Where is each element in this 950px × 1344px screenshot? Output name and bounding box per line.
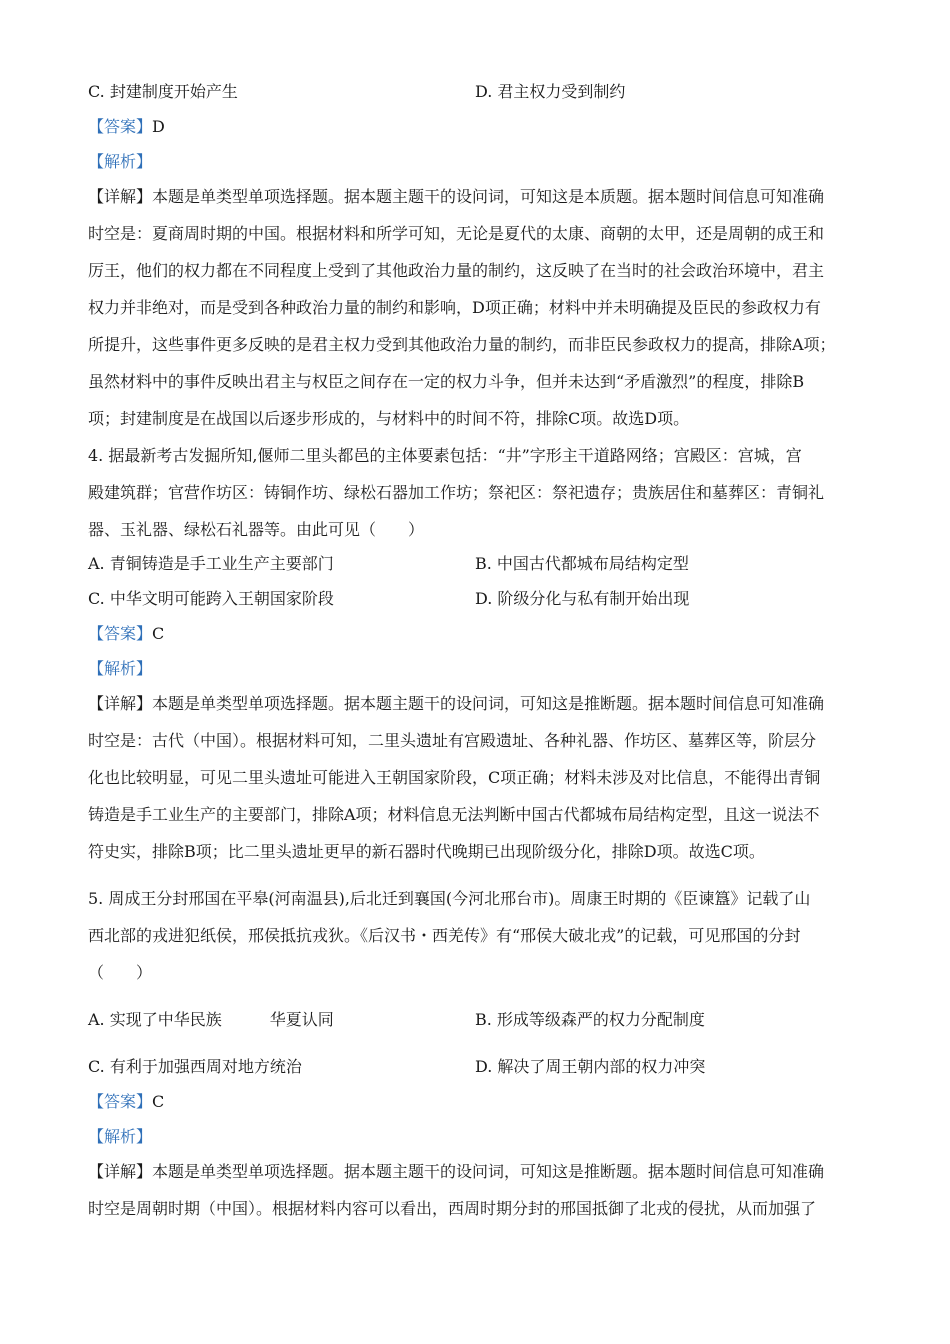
q4-stem-line: 器、玉礼器、绿松石礼器等。由此可见（ ） [88, 520, 425, 539]
q5-detail-line: 时空是周朝时期（中国）。根据材料内容可以看出，西周时期分封的邢国抵御了北戎的侵扰，从而加强了 [88, 1199, 817, 1218]
answer-tag: 【答案】 [88, 117, 153, 136]
q5-option-b: B. 形成等级森严的权力分配制度 [475, 1010, 705, 1029]
q5-option-a [88, 1010, 334, 1030]
q3-detail-line: 时空是：夏商周时期的中国。根据材料和所学可知，无论是夏代的太康、商朝的太甲，还是周朝的成王和 [88, 224, 825, 243]
q4-detail-line: 时空是：古代（中国）。根据材料可知，二里头遗址有宫殿遗址、各种礼器、作坊区、墓葬区等，阶层分 [88, 731, 817, 750]
q5-stem-line: （ ） [88, 963, 153, 982]
q3-answer: D [152, 117, 165, 136]
q5-answer-line [88, 1092, 868, 1112]
q4-detail-line: 化也比较明显，可见二里头遗址可能进入王朝国家阶段，C项正确；材料未涉及对比信息，不能得出青铜 [88, 768, 821, 787]
q4-analysis-tag: 【解析】 [88, 659, 153, 678]
q4-option-c: C. 中华文明可能跨入王朝国家阶段 [88, 589, 334, 608]
q4-answer: C [152, 624, 165, 643]
q4-stem-line: 4. 据最新考古发掘所知,偃师二里头都邑的主体要素包括：“井”字形主干道路网络；宫殿区：宫城，宫 [88, 446, 802, 465]
answer-tag: 【答案】 [88, 1092, 153, 1111]
q3-answer-line [88, 117, 868, 137]
q5-option-a-text: 华夏认同 [269, 1010, 334, 1029]
q3-detail-line: 厉王，他们的权力都在不同程度上受到了其他政治力量的制约，这反映了在当时的社会政治环境中，君主 [88, 261, 825, 280]
detail-tag: 【详解】 [88, 1162, 153, 1181]
q5-detail-line [88, 1162, 868, 1182]
q5-stem-line: 西北部的戎进犯纸侯，邢侯抵抗戎狄。《后汉书・西羌传》有“邢侯大破北戎”的记载，可见邢国的分封 [88, 926, 801, 945]
q4-detail-line [88, 694, 868, 714]
q4-detail-line: 符史实，排除B项；比二里头遗址更早的新石器时代晚期已出现阶级分化，排除D项。故选C项。 [88, 842, 765, 861]
q5-detail-text: 本题是单类型单项选择题。据本题主题干的设问词，可知这是推断题。据本题时间信息可知准确 [152, 1162, 825, 1181]
q3-detail-text: 本题是单类型单项选择题。据本题主题干的设问词，可知这是本质题。据本题时间信息可知准确 [152, 187, 825, 206]
q3-detail-line: 项；封建制度是在战国以后逐步形成的，与材料中的时间不符，排除C项。故选D项。 [88, 409, 690, 428]
q4-stem-line: 殿建筑群；官营作坊区：铸铜作坊、绿松石器加工作坊；祭祀区：祭祀遗存；贵族居住和墓葬区：青铜礼 [88, 483, 825, 502]
q3-option-c: C. 封建制度开始产生 [88, 82, 238, 101]
q4-detail-text: 本题是单类型单项选择题。据本题主题干的设问词，可知这是推断题。据本题时间信息可知准确 [152, 694, 825, 713]
q4-option-d: D. 阶级分化与私有制开始出现 [475, 589, 690, 608]
q3-detail-line: 虽然材料中的事件反映出君主与权臣之间存在一定的权力斗争，但并未达到“矛盾激烈”的程度，排除B [88, 372, 805, 391]
q3-option-d: D. 君主权力受到制约 [475, 82, 626, 101]
q3-detail-line: 权力并非绝对，而是受到各种政治力量的制约和影响，D项正确；材料中并未明确提及臣民的参政权力有 [88, 298, 821, 317]
q5-option-a-text: A. 实现了中华民族 [88, 1010, 222, 1029]
q5-analysis-tag: 【解析】 [88, 1127, 153, 1146]
q4-option-b: B. 中国古代都城布局结构定型 [475, 554, 689, 573]
q5-stem-line: 5. 周成王分封邢国在平皋(河南温县),后北迁到襄国(今河北邢台市)。周康王时期的《臣谏簋》记载了山 [88, 889, 811, 908]
q5-answer: C [152, 1092, 165, 1111]
q3-analysis-tag: 【解析】 [88, 152, 153, 171]
detail-tag: 【详解】 [88, 187, 153, 206]
q3-detail-line [88, 187, 868, 207]
answer-tag: 【答案】 [88, 624, 153, 643]
q4-detail-line: 铸造是手工业生产的主要部门，排除A项；材料信息无法判断中国古代都城布局结构定型，且这一说法不 [88, 805, 820, 824]
q4-option-a: A. 青铜铸造是手工业生产主要部门 [88, 554, 334, 573]
q5-option-d: D. 解决了周王朝内部的权力冲突 [475, 1057, 706, 1076]
q3-detail-line: 所提升，这些事件更多反映的是君主权力受到其他政治力量的制约，而非臣民参政权力的提高，排除A项； [88, 335, 836, 354]
q5-option-c: C. 有利于加强西周对地方统治 [88, 1057, 302, 1076]
detail-tag: 【详解】 [88, 694, 153, 713]
q4-answer-line [88, 624, 868, 644]
